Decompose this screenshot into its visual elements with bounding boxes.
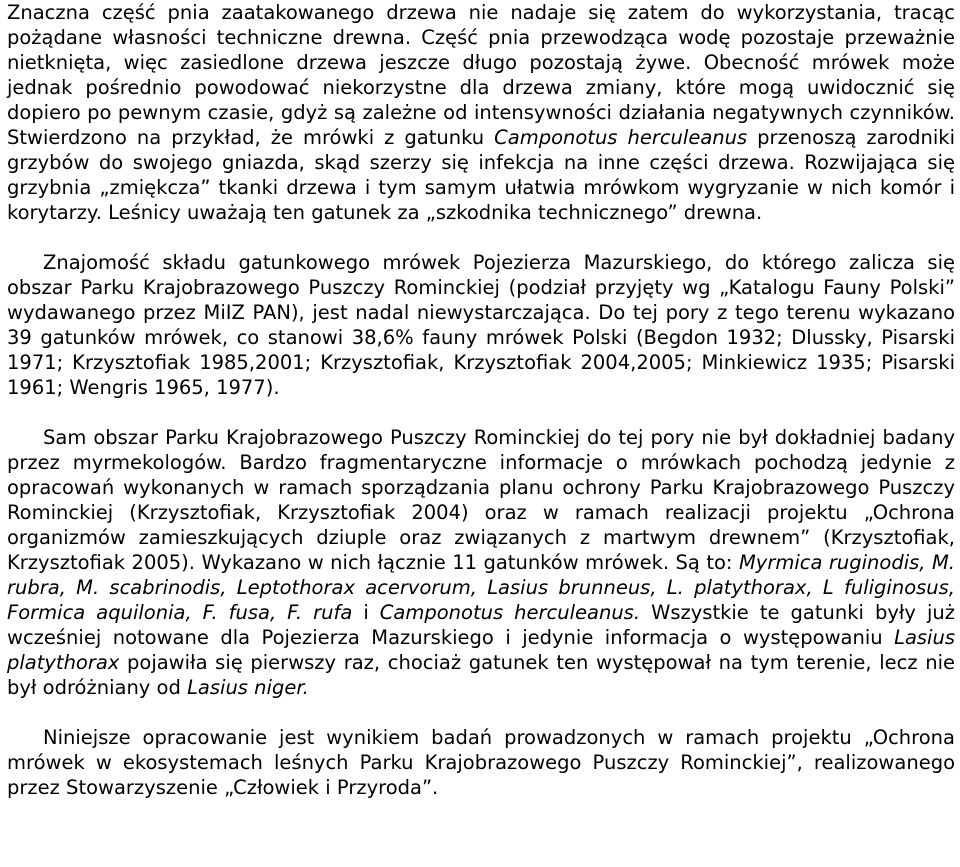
- document-page: [7, 0, 955, 800]
- paragraph-park-survey: [7, 425, 955, 700]
- body-text: pojawiła się pierwszy raz, chociaż gatunek ten występował na tym terenie, lecz nie był odróżniany od: [7, 651, 955, 699]
- paragraph-project-info: [7, 725, 955, 800]
- species-name-text: Myrmica ruginodis, M. rubra, M. scabrinodis, Leptothorax acervorum, Lasius brunneus, L. platythorax, L fuliginosus, Formica aquilonia, F. fusa, F. rufa: [7, 551, 955, 624]
- body-text: Znaczna część pnia zaatakowanego drzewa nie nadaje się zatem do wykorzystania, tracąc pożądane własności techniczne drewna. Część pnia przewodząca wodę pozostaje przeważnie nietknięta, więc zasiedlone drzewa jeszcze długo pozostają żywe. Obecność mrówek może jednak pośrednio powodować niekorzystne dla drzewa zmiany, które mogą uwidocznić się dopiero po pewnym czasie, gdyż są zależne od intensywności działania negatywnych czynników. Stwierdzono na przykład, że mrówki z gatunku: [7, 1, 955, 149]
- body-text: Niniejsze opracowanie jest wynikiem badań prowadzonych w ramach projektu „Ochrona mrówek w ekosystemach leśnych Parku Krajobrazowego Puszczy Rominckiej”, realizowanego przez Stowarzyszenie „Człowiek i Przyroda”.: [7, 726, 955, 799]
- species-name-text: Camponotus herculeanus.: [379, 601, 641, 624]
- body-text: Wszystkie te gatunki były już wcześniej notowane dla Pojezierza Mazurskiego i jedynie informacja o występowaniu: [7, 601, 955, 649]
- species-name-text: Camponotus herculeanus: [494, 126, 748, 149]
- species-name-text: Lasius platythorax: [7, 626, 955, 674]
- body-text: przenoszą zarodniki grzybów do swojego gniazda, skąd szerzy się infekcja na inne części drzewa. Rozwijająca się grzybnia „zmiękcza” tkanki drzewa i tym samym ułatwia mrówkom wygryzanie w nich komór i korytarzy. Leśnicy uważają ten gatunek za „szkodnika technicznego” drewna.: [7, 126, 956, 224]
- species-name-text: Lasius niger.: [187, 676, 309, 699]
- body-text: Sam obszar Parku Krajobrazowego Puszczy Rominckiej do tej pory nie był dokładniej badany przez myrmekologów. Bardzo fragmentaryczne informacje o mrówkach pochodzą jedynie z opracowań wykonanych w ramach sporządzania planu ochrony Parku Krajobrazowego Puszczy Rominckiej (Krzysztofiak, Krzysztofiak 2004) oraz w ramach realizacji projektu „Ochrona organizmów zamieszkujących dziuple oraz związanych z martwym drewnem” (Krzysztofiak, Krzysztofiak 2005). Wykazano w nich łącznie 11 gatunków mrówek. Są to:: [7, 426, 955, 574]
- body-text: i: [352, 601, 380, 624]
- body-text: Znajomość składu gatunkowego mrówek Pojezierza Mazurskiego, do którego zalicza się obszar Parku Krajobrazowego Puszczy Rominckiej (podział przyjęty wg „Katalogu Fauny Polski” wydawanego przez MiIZ PAN), jest nadal niewystarczająca. Do tej pory z tego terenu wykazano 39 gatunków mrówek, co stanowi 38,6% fauny mrówek Polski (Begdon 1932; Dlussky, Pisarski 1971; Krzysztofiak 1985,2001; Krzysztofiak, Krzysztofiak 2004,2005; Minkiewicz 1935; Pisarski 1961; Wengris 1965, 1977).: [7, 251, 955, 399]
- paragraph-species-knowledge: [7, 250, 955, 400]
- paragraph-ant-damage: [7, 0, 955, 225]
